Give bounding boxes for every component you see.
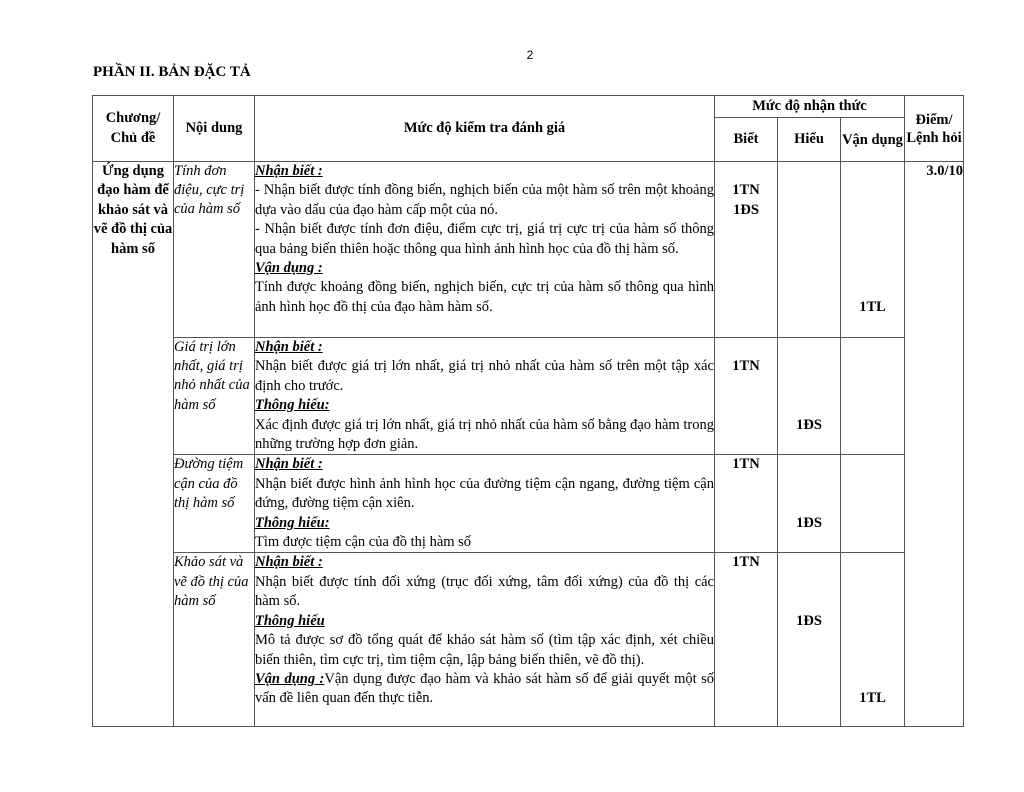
table-row: [93, 553, 964, 727]
description-text: Nhận biết được tính đối xứng (trục đối xứng, tâm đối xứng) của đồ thị các hàm số.: [255, 573, 714, 610]
question-count: 1TL: [859, 690, 886, 707]
description-text: Nhận biết được giá trị lớn nhất, giá trị nhỏ nhất của hàm số trên một tập xác định cho trước.: [255, 358, 714, 394]
question-count: 1TL: [859, 298, 886, 315]
level-label: Thông hiểu:: [255, 514, 330, 531]
vandung-cell: [841, 553, 905, 727]
biet-cell: [715, 162, 778, 338]
hieu-cell: [778, 162, 841, 338]
specification-table: [92, 95, 964, 727]
level-label: Nhận biết :: [255, 339, 323, 355]
header-cognitive-level: Mức độ nhận thức: [715, 96, 905, 118]
vandung-cell: [841, 455, 905, 553]
description-text: Nhận biết được hình ảnh hình học của đường tiệm cận ngang, đường tiệm cận đứng, đường tiệm cận xiên.: [255, 475, 714, 512]
level-label: Thông hiểu: [255, 612, 325, 629]
page-number: 2: [526, 48, 534, 62]
header-score: Điểm/ Lệnh hỏi: [905, 96, 964, 162]
description-text: Xác định được giá trị lớn nhất, giá trị nhỏ nhất của hàm số bằng đạo hàm trong những trường hợp đơn giản.: [255, 416, 714, 453]
level-label: Thông hiểu:: [255, 397, 330, 414]
table-row: [93, 338, 964, 455]
question-count: 1ĐS: [733, 201, 759, 218]
header-assessment: Mức độ kiểm tra đánh giá: [255, 96, 715, 162]
question-count: 1TN: [732, 358, 760, 375]
description-text: Vận dụng được đạo hàm và khảo sát hàm số để giải quyết một số vấn đề liên quan đến thực tiễn.: [255, 670, 714, 707]
vandung-cell: [841, 162, 905, 338]
description-text: [255, 670, 714, 709]
hieu-cell: [778, 553, 841, 727]
assessment-cell: [255, 455, 715, 553]
header-row: [93, 96, 964, 118]
topic-cell: Đường tiệm cận của đồ thị hàm số: [174, 455, 255, 553]
topic-cell: Khảo sát và vẽ đồ thị của hàm số: [174, 553, 255, 727]
level-label: Vận dụng :: [255, 670, 325, 687]
level-label: Nhận biết :: [255, 163, 323, 179]
topic-cell: Giá trị lớn nhất, giá trị nhỏ nhất của hàm số: [174, 338, 255, 455]
hieu-cell: [778, 338, 841, 455]
assessment-cell: [255, 162, 715, 338]
level-label: Nhận biết :: [255, 554, 323, 571]
assessment-cell: [255, 553, 715, 727]
section-title: PHẦN II. BẢN ĐẶC TẢ: [93, 64, 251, 80]
question-count: 1ĐS: [796, 416, 822, 433]
header-biet: Biết: [715, 118, 778, 162]
biet-cell: [715, 553, 778, 727]
question-count: 1TN: [732, 456, 760, 473]
question-count: 1ĐS: [796, 514, 822, 531]
chapter-name: Ứng dụng đạo hàm để khảo sát và vẽ đồ thị của hàm số: [93, 162, 174, 727]
assessment-cell: [255, 338, 715, 455]
biet-cell: [715, 338, 778, 455]
table-row: [93, 455, 964, 553]
header-hieu: Hiểu: [778, 118, 841, 162]
question-count: 1TN: [732, 554, 760, 571]
description-text: Tính được khoảng đồng biến, nghịch biến, cực trị của hàm số thông qua hình ảnh hình học đồ thị của đạo hàm hàm số.: [255, 279, 714, 315]
question-count: 1TN: [732, 182, 760, 199]
level-label: Nhận biết :: [255, 456, 323, 473]
hieu-cell: [778, 455, 841, 553]
header-content: Nội dung: [174, 96, 255, 162]
description-text: Mô tả được sơ đồ tổng quát để khảo sát hàm số (tìm tập xác định, xét chiều biến thiên, tìm cực trị, tìm tiệm cận, lập bảng biến thiên, vẽ đồ thị).: [255, 632, 714, 668]
vandung-cell: [841, 338, 905, 455]
description-text: - Nhận biết được tính đồng biến, nghịch biến của một hàm số trên một khoảng dựa vào dấu của đạo hàm cấp một của nó.: [255, 182, 714, 218]
description-text: - Nhận biết được tính đơn điệu, điểm cực trị, giá trị cực trị của hàm số thông qua bảng biến thiên hoặc thông qua hình ảnh hình học của đồ thị hàm số.: [255, 221, 714, 257]
header-vandung: Vận dụng: [841, 118, 905, 162]
table-row: [93, 162, 964, 338]
level-label: Vận dụng :: [255, 260, 323, 277]
topic-cell: Tính đơn điệu, cực trị của hàm số: [174, 162, 255, 338]
description-text: Tìm được tiệm cận của đồ thị hàm số: [255, 534, 472, 551]
question-count: 1ĐS: [796, 612, 822, 629]
header-chapter: Chương/ Chủ đề: [93, 96, 174, 162]
score-value: 3.0/10: [905, 162, 964, 727]
biet-cell: [715, 455, 778, 553]
